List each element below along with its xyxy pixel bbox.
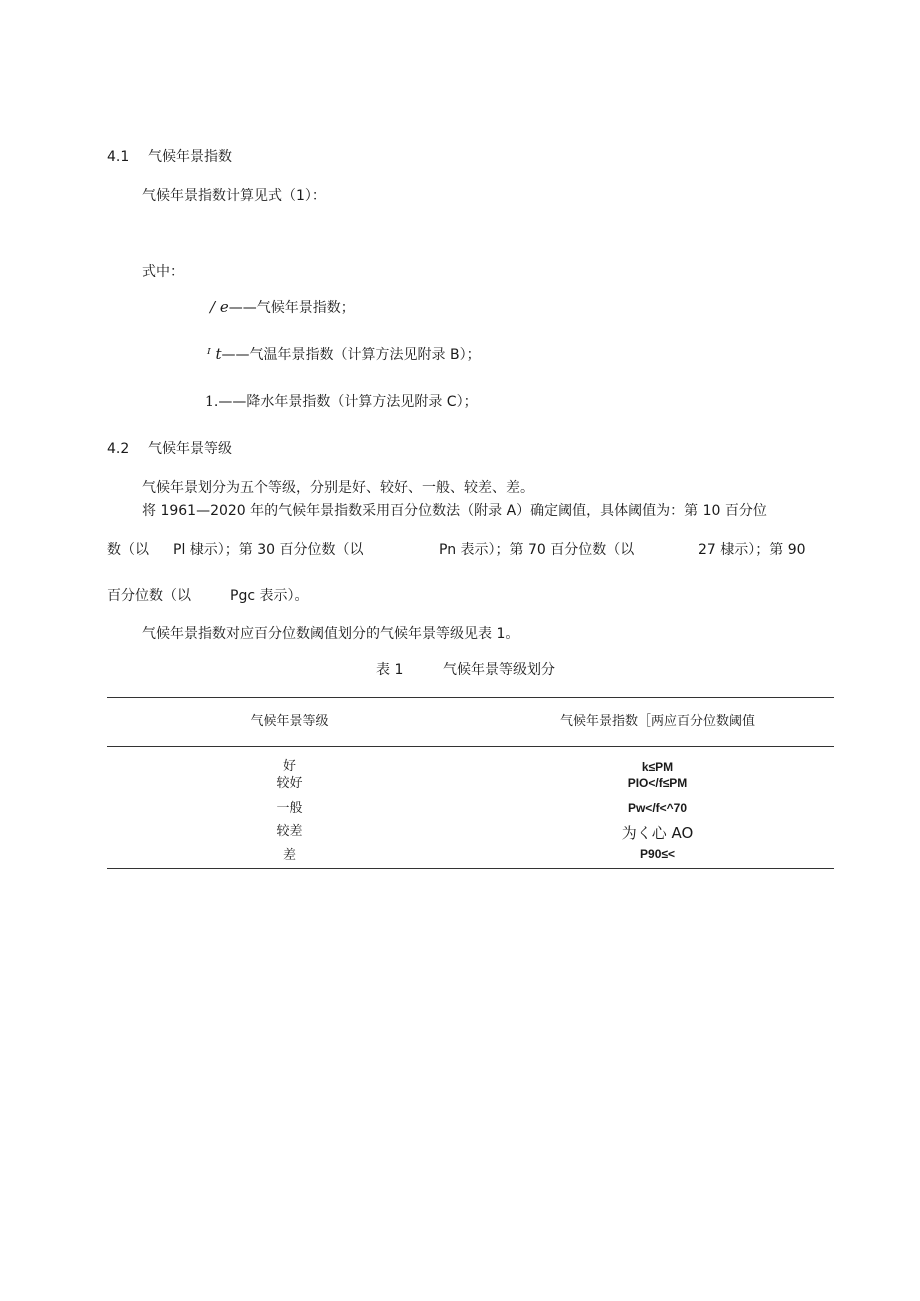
table-row-threshold: P90≤< — [640, 847, 675, 861]
temperature-index-symbol: ᴵ t — [207, 345, 222, 363]
table-row-threshold: 为く心 AO — [621, 824, 694, 842]
table-bottom-rule — [107, 868, 834, 869]
threshold-paragraph-line2-c: Pn 表示）；第 70 百分位数（以 — [439, 542, 635, 558]
table-header-threshold: 气候年景指数［两应百分位数阈值 — [559, 714, 755, 729]
table-header-grade: 气候年景等级 — [250, 714, 329, 729]
definition-temperature-index — [207, 347, 481, 362]
precipitation-index-definition: ——降水年景指数（计算方法见附录 C）； — [218, 394, 478, 410]
climate-index-symbol: / e — [210, 298, 229, 316]
threshold-paragraph-line2-d: 27 棣示）；第 90 — [698, 542, 806, 558]
threshold-paragraph-line1: 将 1961—2020 年的气候年景指数采用百分位数法（附录 A）确定阈值，具体阈值为：第 10 百分位 — [142, 503, 767, 519]
threshold-paragraph-line2-a: 数（以 — [107, 542, 149, 558]
section-4-2-number: 4.2 — [107, 441, 130, 457]
table-row-grade: 较差 — [276, 824, 303, 839]
threshold-paragraph-line2-b: Pl 棣示）；第 30 百分位数（以 — [173, 542, 364, 558]
definition-climate-index — [210, 300, 355, 315]
table-header-rule — [107, 746, 834, 747]
grade-paragraph: 气候年景划分为五个等级，分别是好、较好、一般、较差、差。 — [142, 480, 534, 496]
table-row-threshold: Pw</f<^70 — [627, 801, 688, 815]
table-row-threshold: k≤PM — [641, 760, 674, 774]
section-4-2-title: 气候年景等级 — [148, 441, 232, 457]
table-row-grade: 较好 — [276, 776, 303, 791]
table-row-grade: 差 — [282, 848, 296, 863]
threshold-paragraph-line3-prefix: 百分位数（以 — [107, 588, 191, 604]
table-row-threshold: PIO</f≤PM — [627, 776, 688, 790]
table-top-rule — [107, 697, 834, 698]
section-4-1-number: 4.1 — [107, 149, 130, 165]
table-reference-paragraph: 气候年景指数对应百分位数阈值划分的气候年景等级见表 1。 — [142, 626, 520, 642]
threshold-paragraph-line3-b: Pgc 表示）。 — [230, 588, 309, 604]
table-caption-title: 气候年景等级划分 — [443, 662, 555, 678]
table-row-grade: 好 — [282, 759, 296, 774]
table-row-grade: 一般 — [276, 801, 303, 816]
section-4-1-title: 气候年景指数 — [148, 149, 232, 165]
where-label: 式中： — [142, 264, 184, 280]
table-caption-number: 表 1 — [376, 662, 404, 678]
formula-intro: 气候年景指数计算见式（1）： — [142, 188, 326, 204]
definition-precipitation-index — [205, 395, 478, 409]
precipitation-index-symbol: 1. — [205, 394, 219, 410]
climate-index-definition: ——气候年景指数； — [228, 300, 355, 316]
temperature-index-definition: ——气温年景指数（计算方法见附录 B）； — [221, 347, 481, 363]
